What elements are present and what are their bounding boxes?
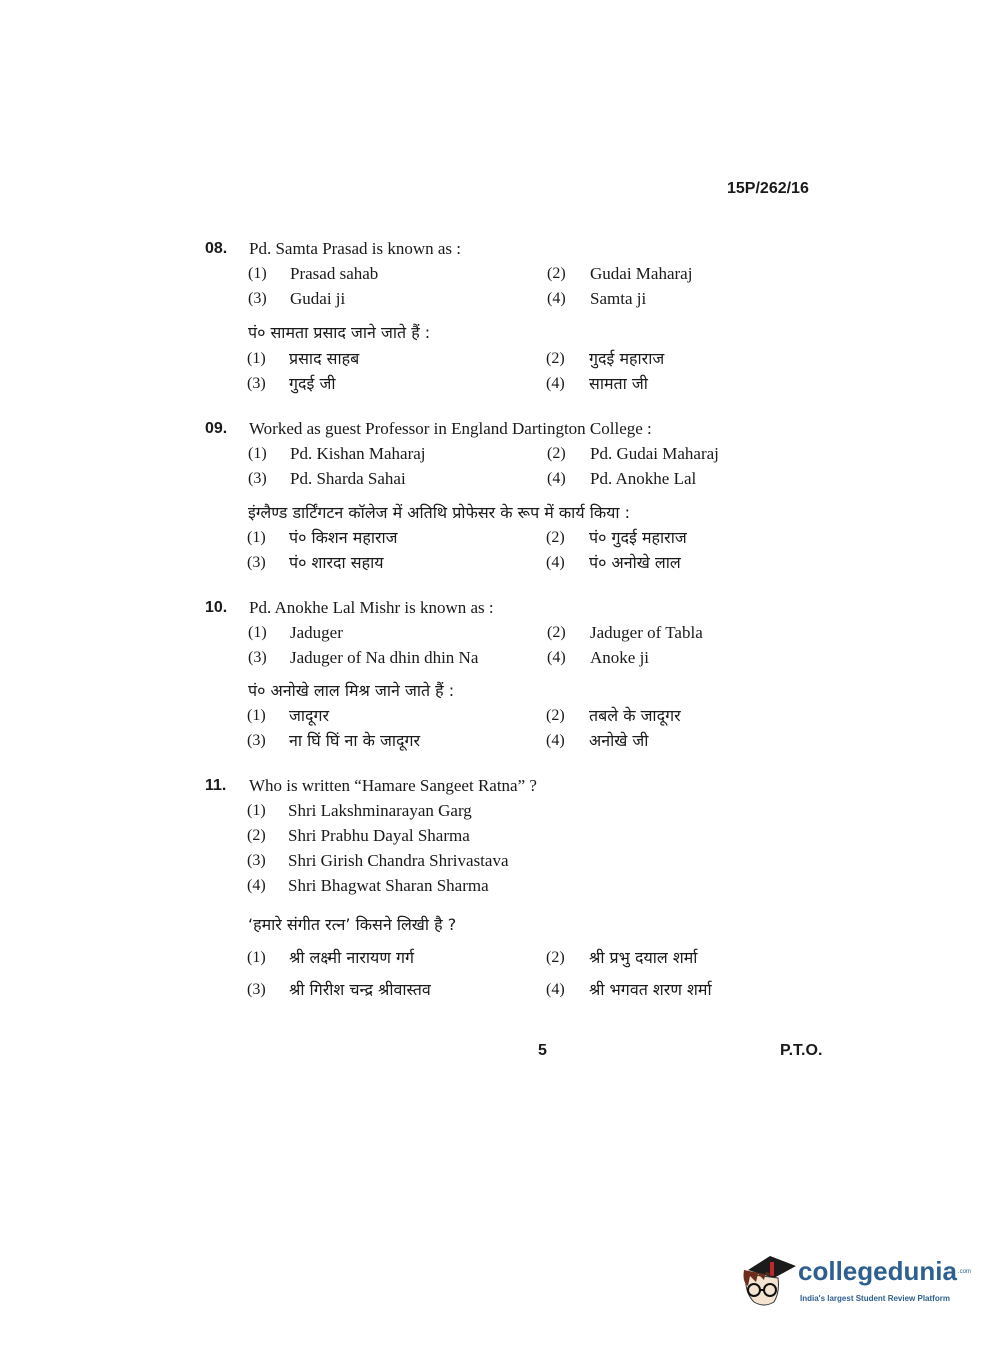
option-label: (2) <box>547 624 566 641</box>
option-text-hindi: ना घिं घिं ना के जादूगर <box>289 731 421 750</box>
brand-suffix: .com <box>957 1269 971 1275</box>
brand-tagline: India's largest Student Review Platform <box>800 1294 950 1303</box>
question-text-hindi: इंग्लैण्ड डार्टिंगटन कॉलेज में अतिथि प्रोफेसर के रूप में कार्य किया : <box>248 503 631 522</box>
option-text-hindi: प्रसाद साहब <box>289 349 360 368</box>
question-text: Who is written “Hamare Sangeet Ratna” ? <box>249 776 537 795</box>
option-label: (3) <box>247 554 266 571</box>
option-label: (2) <box>547 265 566 282</box>
mascot-logo-icon <box>740 1248 800 1312</box>
option-text: Pd. Kishan Maharaj <box>290 444 426 463</box>
option-text-hindi: पं० किशन महाराज <box>289 528 398 547</box>
question-number: 10. <box>205 599 228 616</box>
option-text: Shri Prabhu Dayal Sharma <box>288 826 470 845</box>
option-label: (1) <box>247 707 266 724</box>
option-text-hindi: तबले के जादूगर <box>589 706 681 725</box>
option-text-hindi: सामता जी <box>589 374 648 393</box>
option-label: (4) <box>247 877 266 894</box>
option-label: (2) <box>546 350 565 367</box>
option-label: (4) <box>546 732 565 749</box>
option-text: Pd. Anokhe Lal <box>590 469 697 488</box>
option-text-hindi: श्री लक्ष्मी नारायण गर्ग <box>289 948 414 967</box>
question-text: Pd. Samta Prasad is known as : <box>249 239 462 258</box>
option-text-hindi: पं० अनोखे लाल <box>589 553 681 572</box>
option-text: Anoke ji <box>590 648 650 667</box>
option-label: (1) <box>247 350 266 367</box>
option-label: (1) <box>247 802 266 819</box>
option-text-hindi: पं० गुदई महाराज <box>589 528 687 547</box>
option-text: Jaduger <box>290 623 343 642</box>
option-label: (3) <box>248 470 267 487</box>
option-text: Shri Bhagwat Sharan Sharma <box>288 876 489 895</box>
question-number: 09. <box>205 420 228 437</box>
option-label: (4) <box>546 981 565 998</box>
question-text-hindi: पं० सामता प्रसाद जाने जाते हैं : <box>248 323 431 342</box>
option-label: (2) <box>247 827 266 844</box>
option-label: (1) <box>248 265 267 282</box>
option-text: Gudai Maharaj <box>590 264 693 283</box>
option-text: Prasad sahab <box>290 264 379 283</box>
question-number: 11. <box>205 777 227 794</box>
option-text-hindi: गुदई जी <box>289 374 336 393</box>
option-label: (4) <box>546 375 565 392</box>
option-text: Samta ji <box>590 289 647 308</box>
question-number: 08. <box>205 240 228 257</box>
option-label: (1) <box>247 949 266 966</box>
option-label: (3) <box>248 290 267 307</box>
option-label: (2) <box>546 707 565 724</box>
brand-name: collegedunia <box>798 1256 957 1286</box>
question-text: Worked as guest Professor in England Dartington College : <box>249 419 652 438</box>
option-text-hindi: श्री भगवत शरण शर्मा <box>589 980 712 999</box>
option-label: (3) <box>248 649 267 666</box>
page-number: 5 <box>538 1042 547 1059</box>
option-label: (4) <box>547 290 566 307</box>
option-text-hindi: गुदई महाराज <box>589 349 665 368</box>
option-label: (1) <box>248 445 267 462</box>
pto-label: P.T.O. <box>780 1042 823 1059</box>
collegedunia-watermark <box>740 1248 980 1312</box>
option-label: (4) <box>547 470 566 487</box>
option-text-hindi: श्री गिरीश चन्द्र श्रीवास्तव <box>289 980 431 999</box>
question-text-hindi: पं० अनोखे लाल मिश्र जाने जाते हैं : <box>248 681 455 700</box>
option-text: Shri Girish Chandra Shrivastava <box>288 851 509 870</box>
option-text: Gudai ji <box>290 289 346 308</box>
option-label: (3) <box>247 852 266 869</box>
option-text: Pd. Sharda Sahai <box>290 469 406 488</box>
option-text-hindi: अनोखे जी <box>589 731 649 750</box>
option-label: (2) <box>546 529 565 546</box>
option-label: (1) <box>247 529 266 546</box>
option-label: (2) <box>547 445 566 462</box>
option-label: (2) <box>546 949 565 966</box>
option-text-hindi: श्री प्रभु दयाल शर्मा <box>589 948 698 967</box>
option-text: Jaduger of Tabla <box>590 623 703 642</box>
option-text-hindi: जादूगर <box>289 706 330 725</box>
option-label: (3) <box>247 375 266 392</box>
option-text: Jaduger of Na dhin dhin Na <box>290 648 479 667</box>
option-text: Shri Lakshminarayan Garg <box>288 801 472 820</box>
option-text: Pd. Gudai Maharaj <box>590 444 719 463</box>
question-text-hindi: ‘हमारे संगीत रत्न’ किसने लिखी है ? <box>248 915 457 934</box>
option-label: (3) <box>247 981 266 998</box>
option-label: (1) <box>248 624 267 641</box>
option-text-hindi: पं० शारदा सहाय <box>289 553 384 572</box>
brand-row <box>798 1256 971 1286</box>
option-label: (4) <box>546 554 565 571</box>
question-text: Pd. Anokhe Lal Mishr is known as : <box>249 598 494 617</box>
option-label: (4) <box>547 649 566 666</box>
option-label: (3) <box>247 732 266 749</box>
paper-code: 15P/262/16 <box>727 180 809 197</box>
